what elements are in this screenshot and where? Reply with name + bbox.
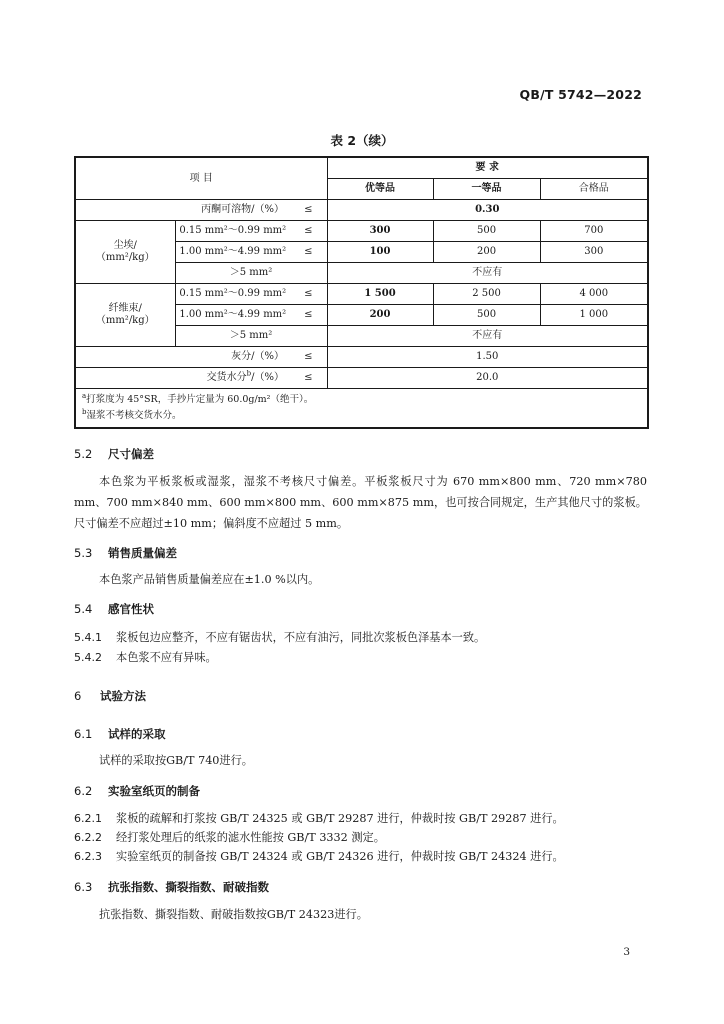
moisture-value: 20.0 xyxy=(327,368,648,389)
section-number: 6.3 xyxy=(74,880,93,894)
section-heading xyxy=(74,446,154,462)
moisture-sign: ≤ xyxy=(290,368,327,389)
fiber-label xyxy=(75,284,175,347)
dust-big-value: 不应有 xyxy=(327,263,648,284)
dust-1-qualified: 700 xyxy=(540,221,648,242)
section-title: 尺寸偏差 xyxy=(108,447,155,461)
dust-2-qualified: 300 xyxy=(540,242,648,263)
header-grade-qualified: 合格品 xyxy=(540,179,648,200)
section-number: 6.2 xyxy=(74,784,93,798)
clause-text: 本色浆不应有异味。 xyxy=(116,651,217,664)
table-row xyxy=(75,221,648,242)
fiber-big-range: ＞5 mm² xyxy=(175,326,327,347)
table-notes-row xyxy=(75,389,648,429)
fiber-label-line1: 纤维束/ xyxy=(108,303,142,314)
acetone-label: 丙酮可溶物/（%） xyxy=(75,200,290,221)
section-heading xyxy=(74,783,200,799)
dust-sign-2: ≤ xyxy=(290,242,327,263)
ash-label: 灰分/（%） xyxy=(75,347,290,368)
table-caption: 表 2（续） xyxy=(330,133,394,148)
fiber-sign-1: ≤ xyxy=(290,284,327,305)
fiber-2-superior: 200 xyxy=(327,305,433,326)
clause-number: 6.2.2 xyxy=(74,831,102,844)
table-note xyxy=(82,408,641,424)
chapter-heading xyxy=(74,688,146,704)
moisture-label-text: 交货水分 xyxy=(206,372,247,383)
header-requirement: 要 求 xyxy=(327,157,648,179)
clause-item xyxy=(74,848,647,864)
clause-number: 6.2.1 xyxy=(74,812,102,825)
clause-number: 6.2.3 xyxy=(74,850,102,863)
moisture-label-tail: /（%） xyxy=(251,372,284,383)
paragraph: 试样的采取按GB/T 740进行。 xyxy=(99,754,253,767)
clause-item xyxy=(74,810,647,826)
page-number: 3 xyxy=(623,946,630,958)
dust-range-1: 0.15 mm²～0.99 mm² xyxy=(175,221,290,242)
note-text: 打浆度为 45°SR，手抄片定量为 60.0g/m²（绝干）。 xyxy=(86,394,314,405)
clause-item xyxy=(74,829,647,845)
requirements-table xyxy=(74,156,649,429)
clause-text: 实验室纸页的制备按 GB/T 24324 或 GB/T 24326 进行，仲裁时按 GB/T 24324 进行。 xyxy=(116,850,564,863)
clause-text: 浆板的疏解和打浆按 GB/T 24325 或 GB/T 29287 进行，仲裁时按 GB/T 29287 进行。 xyxy=(116,812,564,825)
section-number: 5.3 xyxy=(74,546,93,560)
acetone-value: 0.30 xyxy=(327,200,648,221)
chapter-title: 试验方法 xyxy=(100,689,147,703)
fiber-1-superior: 1 500 xyxy=(327,284,433,305)
fiber-range-1: 0.15 mm²～0.99 mm² xyxy=(175,284,290,305)
dust-label-line1: 尘埃/ xyxy=(113,240,137,251)
dust-big-range: ＞5 mm² xyxy=(175,263,327,284)
section-heading xyxy=(74,545,177,561)
dust-sign-1: ≤ xyxy=(290,221,327,242)
section-number: 6.1 xyxy=(74,727,93,741)
table-note xyxy=(82,392,641,408)
dust-1-first: 500 xyxy=(433,221,540,242)
moisture-label xyxy=(75,368,290,389)
paragraph: 本色浆产品销售质量偏差应在±1.0 %以内。 xyxy=(99,573,320,586)
fiber-2-first: 500 xyxy=(433,305,540,326)
section-number: 5.2 xyxy=(74,447,93,461)
ash-value: 1.50 xyxy=(327,347,648,368)
section-heading xyxy=(74,726,166,742)
clause-text: 经打浆处理后的纸浆的滤水性能按 GB/T 3332 测定。 xyxy=(116,831,385,844)
section-title: 实验室纸页的制备 xyxy=(108,784,201,798)
header-grade-superior: 优等品 xyxy=(327,179,433,200)
section-title: 抗张指数、撕裂指数、耐破指数 xyxy=(108,880,270,894)
section-heading xyxy=(74,601,154,617)
clause-number: 5.4.2 xyxy=(74,651,102,664)
section-heading xyxy=(74,879,269,895)
dust-range-2: 1.00 mm²～4.99 mm² xyxy=(175,242,290,263)
note-text: 湿浆不考核交货水分。 xyxy=(86,410,182,421)
acetone-sign: ≤ xyxy=(290,200,327,221)
fiber-2-qualified: 1 000 xyxy=(540,305,648,326)
ash-sign: ≤ xyxy=(290,347,327,368)
header-item: 项 目 xyxy=(75,157,327,200)
table-row xyxy=(75,200,648,221)
table-notes xyxy=(75,389,648,429)
chapter-number: 6 xyxy=(74,689,82,703)
dust-1-superior: 300 xyxy=(327,221,433,242)
fiber-1-qualified: 4 000 xyxy=(540,284,648,305)
note-mark: a xyxy=(82,391,87,400)
fiber-big-value: 不应有 xyxy=(327,326,648,347)
section-number: 5.4 xyxy=(74,602,93,616)
paragraph: 抗张指数、撕裂指数、耐破指数按GB/T 24323进行。 xyxy=(99,908,368,921)
fiber-1-first: 2 500 xyxy=(433,284,540,305)
table-row xyxy=(75,368,648,389)
dust-label xyxy=(75,221,175,284)
note-mark: b xyxy=(82,407,87,416)
section-title: 试样的采取 xyxy=(108,727,166,741)
header-grade-first: 一等品 xyxy=(433,179,540,200)
fiber-range-2: 1.00 mm²～4.99 mm² xyxy=(175,305,290,326)
table-row xyxy=(75,347,648,368)
clause-number: 5.4.1 xyxy=(74,631,102,644)
table-header-row xyxy=(75,157,648,179)
clause-item xyxy=(74,649,647,665)
table-row xyxy=(75,284,648,305)
section-title: 感官性状 xyxy=(108,602,155,616)
section-title: 销售质量偏差 xyxy=(108,546,178,560)
fiber-sign-2: ≤ xyxy=(290,305,327,326)
clause-text: 浆板包边应整齐，不应有锯齿状，不应有油污，同批次浆板色泽基本一致。 xyxy=(116,631,486,644)
paragraph: 本色浆为平板浆板或湿浆，湿浆不考核尺寸偏差。平板浆板尺寸为 670 mm×800 mm、720 mm×780 mm、700 mm×840 mm、600 mm×800 mm、600 mm×875 mm，也可按合同规定，生产其他尺寸的浆板。尺寸偏差不应超过±10 mm；偏斜度不应超过 5 mm。 xyxy=(74,475,647,530)
standard-code: QB/T 5742—2022 xyxy=(519,87,642,102)
clause-item xyxy=(74,629,647,645)
fiber-label-line2: （mm²/kg） xyxy=(95,315,155,326)
dust-label-line2: （mm²/kg） xyxy=(95,252,155,263)
moisture-label-sup: b xyxy=(246,369,252,378)
dust-2-superior: 100 xyxy=(327,242,433,263)
dust-2-first: 200 xyxy=(433,242,540,263)
